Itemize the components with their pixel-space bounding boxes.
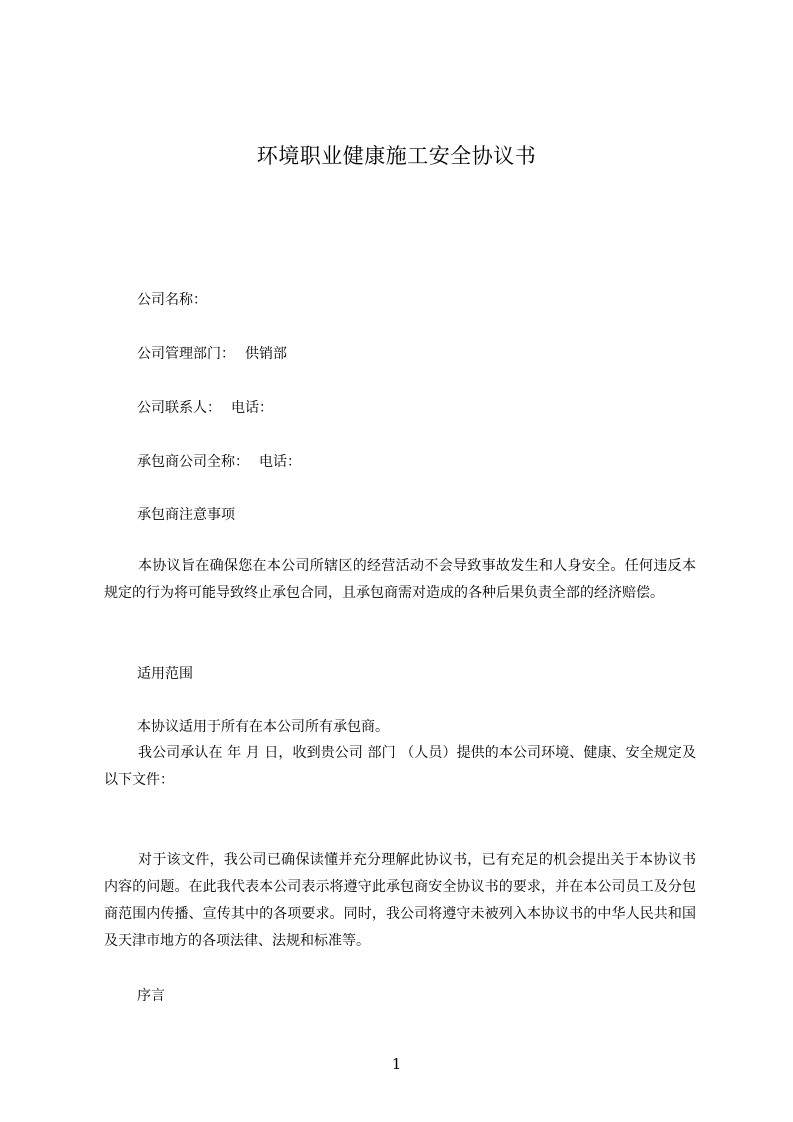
page-number: 1	[391, 1055, 402, 1073]
company-name-label: 公司名称：	[137, 292, 207, 308]
company-name-line	[137, 290, 207, 310]
company-contact-label: 公司联系人：	[137, 400, 221, 416]
acknowledgement-body: 我公司承认在 年 月 日，收到贵公司 部门 （人员）提供的本公司环境、健康、安全规定及以下文件：	[104, 745, 696, 788]
contractor-name-line	[137, 452, 301, 472]
notice-heading: 承包商注意事项	[137, 507, 235, 523]
company-dept-line	[137, 344, 287, 364]
preface-heading: 序言	[137, 988, 165, 1004]
company-dept-label: 公司管理部门：	[137, 346, 235, 362]
contractor-name-label: 承包商公司全称：	[137, 454, 249, 470]
notice-body: 本协议旨在确保您在本公司所辖区的经营活动不会导致事故发生和人身安全。任何违反本规定的行为将可能导致终止承包合同，且承包商需对造成的各种后果负责全部的经济赔偿。	[104, 558, 696, 601]
company-phone-label: 电话：	[231, 400, 273, 416]
document-title: 环境职业健康施工安全协议书	[256, 144, 537, 168]
company-dept-value: 供销部	[245, 346, 287, 362]
scope-body: 本协议适用于所有在本公司所有承包商。	[137, 719, 389, 735]
contractor-phone-label: 电话：	[259, 454, 301, 470]
commitment-body: 对于该文件，我公司已确保读懂并充分理解此协议书，已有充足的机会提出关于本协议书内容的问题。在此我代表本公司表示将遵守此承包商安全协议书的要求，并在本公司员工及分包商范围内传播、宣传其中的各项要求。同时，我公司将遵守未被列入本协议书的中华人民共和国及天津市地方的各项法律、法规和标准等。	[104, 852, 696, 949]
company-contact-line	[137, 398, 273, 418]
scope-heading: 适用范围	[137, 666, 193, 682]
